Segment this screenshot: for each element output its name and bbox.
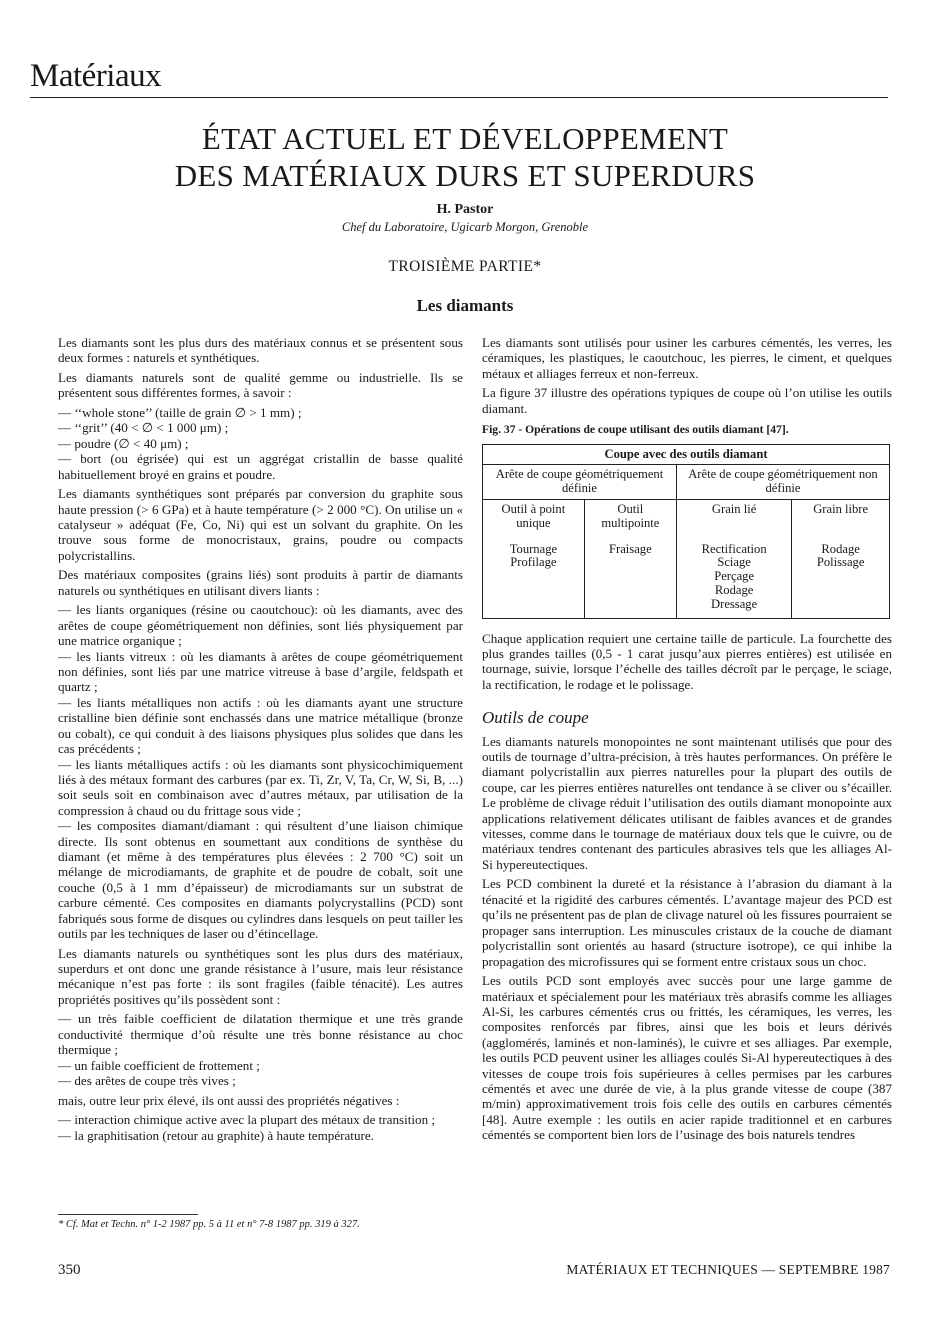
list-item: — les liants métalliques non actifs : où les diamants ayant une structure cristalline bien définie sont enchassés dans une matrice métallique (bronze ou cobalt), ce qui conduit à des liaisons physiques plus solides que dans les cas précédents ; [58,694,463,757]
paragraph: Les diamants naturels ou synthétiques sont les plus durs des matériaux, superdurs et ont donc une grande résistance à l’usure, mais leur résistance mécanique n’est pas forte : ils sont fragiles (faible ténacité). Les autres propriétés positives qu’ils possèdent sont : [58,945,463,1007]
table-header-cell: Coupe avec des outils diamant [483,444,890,465]
table-edge-row [483,465,890,500]
list-item: — poudre (∅ < 40 μm) ; [58,435,189,451]
application-item: Rodage [714,583,754,597]
application-item: Profilage [510,555,557,570]
paragraph: Les diamants naturels monopointes ne sont maintenant utilisés que pour des outils de tournage d’ultra-précision, à très hautes performances. On préfère le diamant polycristallin aux pierres naturelles pour la plupart des outils de coupe, car les pierres entières naturelles ont tendance à se cliver ou s’écailler. Le problème de clivage réduit l’utilisation des outils diamant monopointe aux applications relativement délicates utilisant de faibles avances et de grandes vitesses, comme dans le tournage de matériaux doux tels que le cuivre, ou de matériaux tendres contenant des particules abrasives tels que les alliages Al-Si hypereutectiques. [482,733,892,872]
journal-info: MATÉRIAUX ET TECHNIQUES — SEPTEMBRE 1987 [566,1262,890,1277]
table-application-cell [792,537,890,618]
list-item: — un très faible coefficient de dilatation thermique et une très grande conductivité thermique d’où résulte une très bonne résistance au choc thermique ; [58,1011,463,1058]
list-item: — ‘‘grit’’ (40 < ∅ < 1 000 μm) ; [58,420,229,436]
list-item: — un faible coefficient de frottement ; [58,1057,260,1073]
table-application-cell [483,537,585,618]
paragraph: — les composites diamant/diamant : qui résultent d’une liaison chimique directe. Ils sont obtenus en soumettant aux conditions de synthèse du diamant (et même à des températures plus élevées : 2 700 °C) soit un mélange de microdiamants, de graphite et de poudre de cobalt, soit une couche (0,5 à 1 mm d’épaisseur) de microdiamants sur un substrat de carbure cémenté. Ces composites en diamants polycrystallins (PCD) sont fabriqués sous forme de disques ou cylindres dans lesquels on peut tailler les outils par les techniques de laser ou d’étincellage. [58,818,463,941]
list-item: — la graphitisation (retour au graphite) à haute température. [58,1127,374,1143]
author: H. Pastor [436,202,494,217]
paragraph: Les diamants sont utilisés pour usiner les carbures cémentés, les verres, les céramiques, les plastiques, le caoutchouc, les pierres, le ciment, et quelques métaux et alliages ferreux et non-ferreux. [482,335,892,381]
application-item: Dressage [711,596,758,611]
footnote-rule [58,1214,198,1215]
footnote: * Cf. Mat et Techn. n° 1-2 1987 pp. 5 à 11 et n° 7-8 1987 pp. 319 à 327. [58,1219,360,1230]
table-type-cell: Grain lié [676,500,791,537]
application-item: Perçage [714,569,755,584]
paragraph: La figure 37 illustre des opérations typiques de coupe où l’on utilise les outils diamant. [482,385,892,416]
right-column-intro [482,335,892,416]
table-type-cell: Grain libre [792,500,890,537]
list-item: — interaction chimique active avec la plupart des métaux de transition ; [58,1112,436,1128]
title-line-1: ÉTAT ACTUEL ET DÉVELOPPEMENT [201,121,729,156]
paragraph: Les diamants naturels sont de qualité gemme ou industrielle. Ils se présentent sous différentes formes, à savoir : [58,370,463,401]
header-rule [30,97,888,98]
subsection-heading: Outils de coupe [482,708,589,728]
section-title: Les diamants [416,296,514,315]
table-application-cell [584,537,676,618]
left-column [58,335,463,1143]
paragraph: Les diamants sont les plus durs des matériaux connus et se présentent sous deux formes : naturels et synthétiques. [58,335,463,366]
table-edge-cell: Arête de coupe géométriquement définie [483,465,677,500]
figure-37-table [482,444,890,619]
paragraph: Les PCD combinent la dureté et la résistance à l’abrasion du diamant à la ténacité et la rigidité des carbures cémentés. L’avantage majeur des PCD est qu’ils ne présentent pas de plan de clivage naturel où les fissures pourraient se propager sans interruption. Les minuscules cristaux de la couche de diamant polycristallin sont orientés au hasard (structure isotrope), ce qui inhibe la propagation des microfissures qui se forment entre cristaux sous un choc. [482,876,892,969]
application-item: Sciage [717,555,751,570]
application-item: Rodage [821,541,860,556]
paragraph: — des arêtes de coupe très vives ; [58,1073,236,1088]
application-item: Tournage [509,541,558,556]
application-item: Fraisage [609,541,652,556]
paragraph: Chaque application requiert une certaine taille de particule. La fourchette des plus grandes tailles (0,5 - 1 carat jusqu’aux pierres entières) est utilisée en tournage, suivie, lorsque l’échelle des tailles décroît par le perçage, le sciage, la rectification, le rodage et le polissage. [482,630,892,692]
right-column-body [482,631,892,1143]
article-title [60,120,870,194]
table-header-row [483,444,890,465]
list-item: — les liants organiques (résine ou caoutchouc): où les diamants, avec des arêtes de coupe géométriquement non définies, sont liés physiquement par une matrice organique ; [58,602,463,649]
page-number: 350 [58,1262,81,1278]
part-heading: TROISIÈME PARTIE* [388,258,542,275]
right-column [482,335,892,1147]
paragraph: mais, outre leur prix élevé, ils ont aussi des propriétés négatives : [58,1092,400,1108]
list-item: — les liants métalliques actifs : où les diamants sont physicochimiquement liés à des métaux formant des carbures (par ex. Ti, Zr, V, Ta, Cr, W, Si, B, ...) soit seuls soit en combinaison avec d’autres métaux, par utilisation de la compression à chaud ou du frittage sous vide ; [58,756,463,818]
table-type-row [483,500,890,537]
application-item: Polissage [816,555,865,570]
paragraph: Les outils PCD sont employés avec succès pour une large gamme de matériaux et spécialement pour les matériaux très abrasifs comme les alliages Al-Si, les carbures cémentés crus ou frittés, les céramiques, les verres, les composites renforcés par fibres, ainsi que les bois et leurs dérivés (agglomérés, laminés et non-laminés), le cuivre et ses alliages. Par exemple, les outils PCD peuvent usiner les alliages coulés Si-Al hypereutectiques à des vitesses de coupe trois fois supérieures à celles permises par les carbures cémentés et avec une durée de vie, à la plus grande vitesse de coupe (387 m/min) approximativement trois fois celle des outils en carbures cémentés [48]. Autre exemple : les outils en acier rapide traditionnel et en carbures cémentés se comportent bien lors de l’usinage des bois naturels tendres [482,973,892,1143]
journal-section-heading: Matériaux [30,58,162,94]
table-application-row [483,537,890,618]
list-item: — ‘‘whole stone’’ (taille de grain ∅ > 1 mm) ; [58,405,302,420]
table-type-cell: Outil multipointe [584,500,676,537]
paragraph: Les diamants synthétiques sont préparés par conversion du graphite sous haute pression (> 6 GPa) et à haute température (> 2 000 °C). On utilise un « catalyseur » adéquat (Fe, Co, Ni) qui est un solvant du graphite. On les trouve sous forme de monocristaux, grains, poudre ou compacts polycristallins. [58,486,463,563]
application-item: Rectification [701,541,767,556]
paragraph: — bort (ou égrisée) qui est un aggrégat cristallin de basse qualité habituellement broyé en grains et poudre. [58,451,463,482]
affiliation: Chef du Laboratoire, Ugicarb Morgon, Grenoble [341,220,589,234]
title-line-2: DES MATÉRIAUX DURS ET SUPERDURS [174,158,756,193]
list-item: — les liants vitreux : où les diamants à arêtes de coupe géométriquement non définies, sont liés par une matrice vitreuse à base d’argile, feldspath et quartz ; [58,648,463,695]
paragraph: Des matériaux composites (grains liés) sont produits à partir de diamants naturels ou synthétiques en utilisant divers liants : [58,567,463,598]
table-edge-cell: Arête de coupe géométriquement non définie [676,465,889,500]
figure-caption: Fig. 37 - Opérations de coupe utilisant des outils diamant [47]. [482,423,789,437]
table-type-cell: Outil à point unique [483,500,585,537]
table-application-cell [676,537,791,618]
